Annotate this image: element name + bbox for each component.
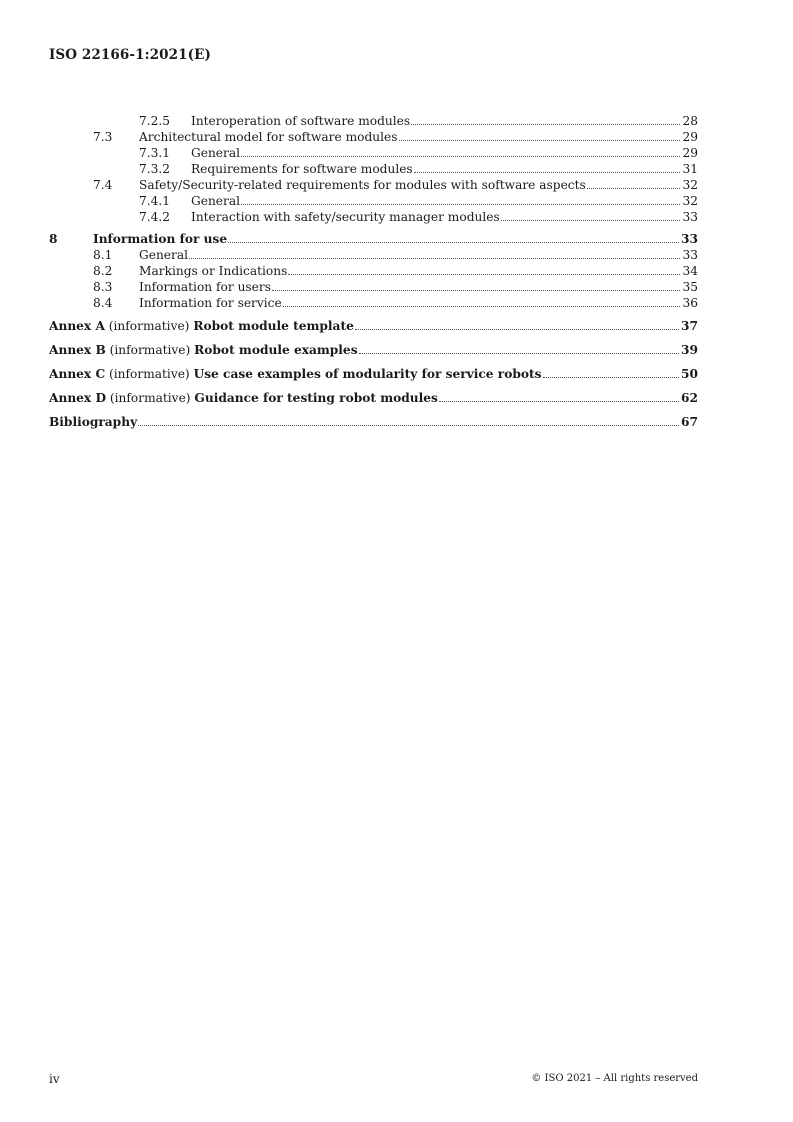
annex-type: (informative) (108, 319, 190, 333)
annex-type: (informative) (109, 367, 190, 381)
toc-entry-title: Safety/Security-related requirements for modules with software aspects (139, 178, 586, 192)
annex-page: 62 (681, 391, 698, 405)
toc-entry-title: Interaction with safety/security manager modules (191, 210, 500, 224)
annex-heading (49, 341, 358, 359)
toc-entry-page: 34 (682, 264, 698, 278)
dot-leader (272, 290, 680, 291)
toc-entry-7-4[interactable] (49, 177, 698, 193)
dot-leader (241, 156, 680, 157)
annex-title: Use case examples of modularity for service robots (193, 367, 542, 381)
toc-entry-page: 33 (681, 232, 698, 246)
annex-heading (49, 317, 354, 335)
toc-entry-page: 35 (682, 280, 698, 294)
dot-leader (283, 306, 680, 307)
annex-heading (49, 389, 438, 407)
toc-entry-number: 8.1 (93, 248, 113, 262)
toc-entry-7-3[interactable] (49, 129, 698, 145)
toc-entry-page: 32 (682, 178, 698, 192)
toc-entry-number: 7.3.1 (139, 146, 171, 160)
dot-leader (355, 329, 679, 330)
toc-entry-8-2[interactable] (49, 263, 698, 279)
toc-entry-7-3-2[interactable] (49, 161, 698, 177)
toc-entry-8-4[interactable] (49, 295, 698, 311)
dot-leader (414, 172, 680, 173)
toc-entry-8-1[interactable] (49, 247, 698, 263)
annex-type: (informative) (109, 343, 191, 357)
toc-entry-page: 33 (682, 248, 698, 262)
toc-entry-number: 8.2 (93, 264, 113, 278)
toc-entry-page: 29 (682, 146, 698, 160)
annex-type: (informative) (109, 391, 191, 405)
toc-entry-7-4-1[interactable] (49, 193, 698, 209)
toc-bibliography[interactable] (49, 413, 698, 431)
toc-entry-number: 7.2.5 (139, 114, 171, 128)
table-of-contents (49, 113, 698, 431)
toc-entry-title: Information for service (139, 296, 282, 310)
page-number: iv (49, 1072, 60, 1086)
toc-entry-page: 36 (682, 296, 698, 310)
copyright-notice: © ISO 2021 – All rights reserved (531, 1073, 698, 1084)
toc-annex-b[interactable] (49, 341, 698, 359)
toc-annex-d[interactable] (49, 389, 698, 407)
dot-leader (411, 124, 680, 125)
annex-page: 37 (681, 319, 698, 333)
annex-label: Annex D (49, 391, 107, 405)
dot-leader (228, 242, 679, 243)
dot-leader (543, 377, 680, 378)
annex-heading (49, 365, 542, 383)
toc-entry-title: General (191, 146, 240, 160)
annex-title: Robot module examples (194, 343, 358, 357)
document-id-header: ISO 22166-1:2021(E) (49, 47, 212, 63)
annex-title: Guidance for testing robot modules (194, 391, 438, 405)
dot-leader (288, 274, 680, 275)
dot-leader (241, 204, 680, 205)
toc-annex-a[interactable] (49, 317, 698, 335)
toc-entry-title: Information for users (139, 280, 271, 294)
toc-entry-number: 7.3.2 (139, 162, 171, 176)
annex-label: Annex A (49, 319, 105, 333)
toc-entry-page: 28 (682, 114, 698, 128)
toc-entry-title: General (191, 194, 240, 208)
dot-leader (138, 425, 679, 426)
toc-entry-number: 7.4 (93, 178, 113, 192)
toc-entry-7-3-1[interactable] (49, 145, 698, 161)
toc-entry-page: 29 (682, 130, 698, 144)
toc-entry-8[interactable] (49, 231, 698, 247)
toc-entry-7-2-5[interactable] (49, 113, 698, 129)
toc-entry-number: 7.4.2 (139, 210, 171, 224)
toc-entry-number: 8 (49, 232, 58, 246)
toc-entry-8-3[interactable] (49, 279, 698, 295)
toc-entry-number: 8.4 (93, 296, 113, 310)
bibliography-title: Bibliography (49, 415, 138, 429)
annex-page: 50 (681, 367, 698, 381)
toc-entry-number: 7.3 (93, 130, 113, 144)
toc-entry-title: General (139, 248, 188, 262)
toc-entry-title: Requirements for software modules (191, 162, 413, 176)
toc-annex-c[interactable] (49, 365, 698, 383)
toc-entry-title: Interoperation of software modules (191, 114, 411, 128)
bibliography-page: 67 (681, 415, 698, 429)
dot-leader (359, 353, 679, 354)
toc-entry-number: 8.3 (93, 280, 113, 294)
annex-label: Annex C (49, 367, 106, 381)
dot-leader (439, 401, 679, 402)
toc-entry-number: 7.4.1 (139, 194, 171, 208)
dot-leader (399, 140, 681, 141)
dot-leader (501, 220, 680, 221)
annex-title: Robot module template (193, 319, 354, 333)
toc-entry-page: 33 (682, 210, 698, 224)
toc-entry-page: 32 (682, 194, 698, 208)
annex-page: 39 (681, 343, 698, 357)
toc-entry-title: Information for use (93, 232, 228, 246)
toc-entry-page: 31 (682, 162, 698, 176)
dot-leader (189, 258, 680, 259)
annex-label: Annex B (49, 343, 106, 357)
toc-entry-7-4-2[interactable] (49, 209, 698, 225)
dot-leader (587, 188, 680, 189)
toc-entry-title: Architectural model for software modules (139, 130, 398, 144)
toc-entry-title: Markings or Indications (139, 264, 288, 278)
